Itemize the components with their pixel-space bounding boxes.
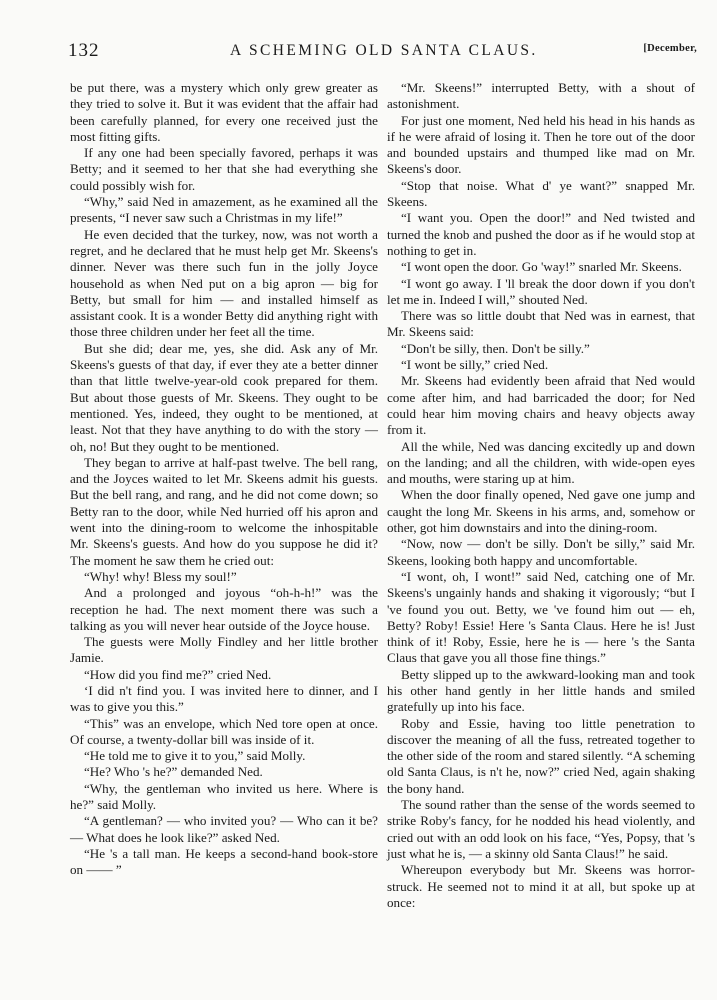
running-header: [68, 40, 697, 62]
paragraph: “Why,” said Ned in amazement, as he examined all the presents, “I never saw such a Christmas in my life!”: [70, 194, 378, 226]
paragraph: And a prolonged and joyous “oh-h-h!” was the reception he had. The next moment there was such a talking as you will never hear outside of the Joyce house.: [70, 585, 378, 633]
paragraph: “He told me to give it to you,” said Molly.: [84, 748, 306, 764]
paragraph: be put there, was a mystery which only grew greater as they tried to solve it. But it was evident that the affair had been carefully planned, for every one received just the most fitting gifts.: [70, 80, 378, 144]
paragraph: “Don't be silly, then. Don't be silly.”: [401, 340, 590, 356]
paragraph: “Why, the gentleman who invited us here. Where is he?” said Molly.: [70, 780, 378, 813]
paragraph: The guests were Molly Findley and her little brother Jamie.: [70, 634, 378, 666]
paragraph: All the while, Ned was dancing excitedly up and down on the landing; and all the children, with wide-open eyes and mouths, were staring up at him.: [387, 438, 695, 487]
paragraph: “He 's a tall man. He keeps a second-hand book-store on —— ”: [70, 845, 378, 878]
right-column: [387, 80, 695, 911]
paragraph: “This” was an envelope, which Ned tore open at once. Of course, a twenty-dollar bill was inside of it.: [70, 715, 378, 747]
paragraph: “Now, now — don't be silly. Don't be silly,” said Mr. Skeens, looking both happy and uncomfortable.: [387, 536, 695, 568]
paragraph: He even decided that the turkey, now, was not worth a regret, and he declared that he must help get Mr. Skeens's dinner. Never was there such fun in the jolly Joyce household as when Ned put on a big apron — big for Betty, but small for him — and installed himself as assistant cook. It is a wonder Betty did anything right with those three children under her feet all the time.: [70, 226, 378, 340]
paragraph: “I wont open the door. Go 'way!” snarled Mr. Skeens.: [401, 259, 682, 275]
running-title: A SCHEMING OLD SANTA CLAUS.: [230, 42, 538, 59]
paragraph: “How did you find me?” cried Ned.: [84, 666, 272, 682]
paragraph: Mr. Skeens had evidently been afraid that Ned would come after him, and had barricaded the door; for Ned could hear him moving chairs and heavy objects away from it.: [387, 373, 695, 438]
paragraph: They began to arrive at half-past twelve. The bell rang, and the Joyces waited to let Mr. Skeens admit his guests. But the bell rang, and rang, and he did not come down; so Betty ran to the door, while Ned hurried off his apron and went into the dining-room to welcome the inhospitable Mr. Skeens's guests. And how do you suppose he did it? The moment he saw them he cried out:: [70, 454, 378, 568]
paragraph: “Stop that noise. What d' ye want?” snapped Mr. Skeens.: [387, 177, 695, 210]
paragraph: There was so little doubt that Ned was in earnest, that Mr. Skeens said:: [387, 308, 695, 340]
paragraph: But she did; dear me, yes, she did. Ask any of Mr. Skeens's guests of that day, if ever they ate a better dinner than that little twelve-year-old cook prepared for them. But about those guests of Mr. Skeens. They ought to be mentioned. Yes, indeed, they ought to be mentioned, at least. Not that they have anything to do with the story — oh, no! But they ought to be mentioned.: [70, 340, 378, 454]
paragraph: “I wont go away. I 'll break the door down if you don't let me in. Indeed I will,” shouted Ned.: [387, 275, 695, 307]
page-number: 132: [68, 40, 100, 61]
paragraph: For just one moment, Ned held his head in his hands as if he were afraid of losing it. Then he tore out of the door and bounded upstairs and thumped like mad on Mr. Skeens's door.: [387, 112, 695, 177]
paragraph: Whereupon everybody but Mr. Skeens was horror-struck. He seemed not to mind it at all, but spoke up at once:: [387, 862, 695, 910]
paragraph: When the door finally opened, Ned gave one jump and caught the long Mr. Skeens in his arms, and, somehow or other, got him downstairs and into the dining-room.: [387, 487, 695, 536]
paragraph: “I wont be silly,” cried Ned.: [401, 357, 549, 373]
paragraph: If any one had been specially favored, perhaps it was Betty; and it seemed to her that she had everything she could possibly wish for.: [70, 145, 378, 193]
paragraph: Roby and Essie, having too little penetration to discover the meaning of all the fuss, retreated together to the other side of the room and stared silently. “A scheming old Santa Claus, is n't he, now?” cried Ned, again shaking the bony hand.: [387, 715, 695, 796]
paragraph: “Why! why! Bless my soul!”: [84, 568, 237, 584]
paragraph: “I want you. Open the door!” and Ned twisted and turned the knob and pushed the door as if he would stop at nothing to get in.: [387, 210, 695, 258]
paragraph: “Mr. Skeens!” interrupted Betty, with a shout of astonishment.: [387, 80, 695, 112]
paragraph: “He? Who 's he?” demanded Ned.: [84, 764, 263, 780]
paragraph: The sound rather than the sense of the words seemed to strike Roby's fancy, for he nodded his head violently, and cried out with an odd look on his face, “Yes, Popsy, that 's just what he is, — a skinny old Santa Claus!” he said.: [387, 797, 695, 861]
left-column: [70, 80, 378, 879]
paragraph: “A gentleman? — who invited you? — Who can it be? — What does he look like?” asked Ned.: [70, 813, 378, 845]
paragraph: “I wont, oh, I wont!” said Ned, catching one of Mr. Skeens's ungainly hands and shaking it vigorously; “but I 've found you out. Betty, we 've found him out — eh, Betty? Roby! Essie! Here 's Santa Claus. Here he is! Just think of it! Roby, Essie, here he is — here 's the Santa Claus that gave you all those fine things.”: [387, 568, 695, 666]
paragraph: Betty slipped up to the awkward-looking man and took his other hand gently in her little hands and smiled gratefully up into his face.: [387, 666, 695, 715]
paragraph: ‘I did n't find you. I was invited here to dinner, and I was to give you this.”: [70, 682, 378, 715]
issue-month: [December,: [643, 43, 697, 54]
